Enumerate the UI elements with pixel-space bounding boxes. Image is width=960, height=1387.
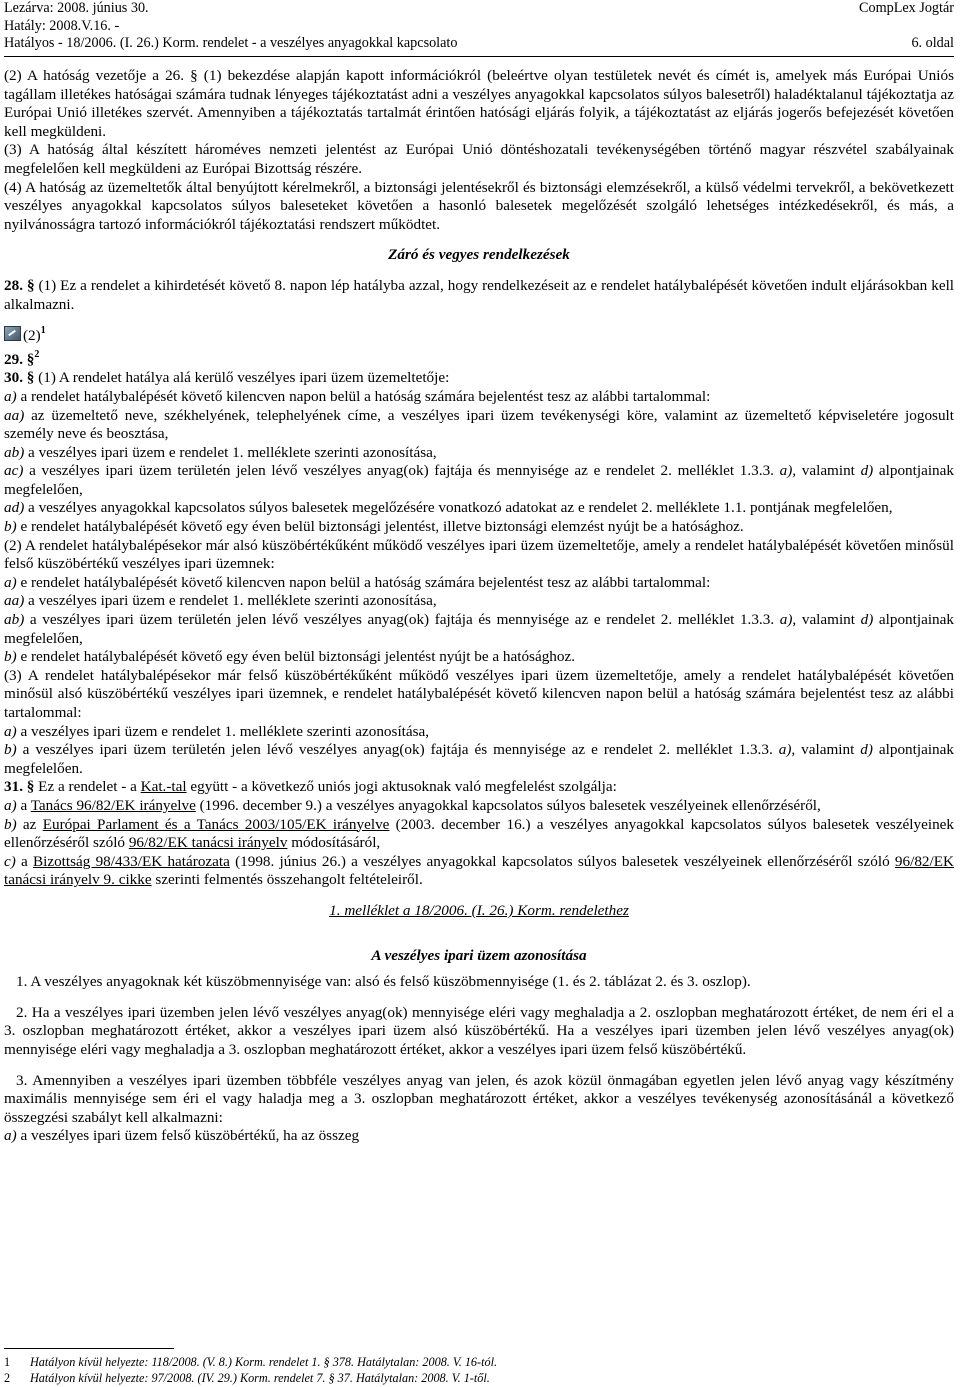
clause-label: c): [4, 852, 16, 870]
clause-text: a veszélyes ipari üzem felső küszöbértékű, ha az összeg: [16, 1127, 360, 1145]
directive-link[interactable]: 96/82/EK tanácsi irányelv 9. cikke: [4, 852, 954, 889]
validity-range: Hatály: 2008.V.16. -: [4, 17, 120, 34]
clause-text: az: [16, 815, 43, 833]
clause-text: valamint: [796, 611, 861, 629]
paragraph-30-2: (2) A rendelet hatálybalépésekor már alsó küszöbértékűként működő veszélyes ipari üzem üzemeltetője, amely a rendelet hatálybalépését követően minősül felső küszöbértékű veszélyes ipari üzemnek:: [4, 536, 954, 573]
annex-title[interactable]: 1. melléklet a 18/2006. (I. 26.) Korm. rendelethez: [329, 901, 629, 919]
clause-text: a veszélyes ipari üzem e rendelet 1. melléklete szerinti azonosítása,: [16, 722, 430, 740]
page-header: [4, 0, 954, 53]
footnote-divider: [4, 1348, 174, 1349]
footnotes: [4, 1354, 954, 1386]
clause-label: b): [4, 815, 17, 833]
clause-label: aa): [4, 406, 25, 424]
clause: [4, 462, 954, 499]
clause-text: a veszélyes ipari üzem területén jelen lévő veszélyes anyag(ok) fajtája és mennyisége az e rendelet 2. melléklet 1.3.3.: [16, 741, 779, 759]
clause-label: ad): [4, 499, 25, 517]
clause-ref: d): [860, 611, 874, 629]
footnote: [4, 1354, 954, 1370]
clause: [4, 853, 954, 890]
footnote-number: 1: [4, 1355, 11, 1369]
clause-ref: d): [860, 462, 874, 480]
clause: [4, 741, 954, 778]
footnote: [4, 1370, 954, 1386]
clause: [4, 1127, 954, 1146]
clause-label: a): [4, 722, 17, 740]
header-line-2: [4, 18, 954, 36]
footnote-number: 2: [4, 1371, 11, 1385]
clause-text: a veszélyes ipari üzem területén jelen lévő veszélyes anyag(ok) fajtája és mennyisége az e rendelet 2. melléklet 1.3.3.: [24, 611, 780, 629]
footnote-text: Hatályon kívül helyezte: 97/2008. (IV. 29.) Korm. rendelet 7. § 37. Hatálytalan: 2008. V. 1-től.: [30, 1371, 490, 1385]
clause-text: a: [15, 852, 33, 870]
directive-link[interactable]: Európai Parlament és a Tanács 2003/105/EK irányelve: [42, 815, 390, 833]
clause-label: ac): [4, 462, 24, 480]
clause: [4, 592, 954, 611]
section-number: 29. §: [4, 350, 35, 368]
clause-text: szerinti felmentés összehangolt feltételeiről.: [151, 871, 423, 889]
clause: [4, 388, 954, 407]
footnote-ref[interactable]: 1: [40, 325, 46, 337]
document-title: Hatályos - 18/2006. (I. 26.) Korm. rendelet - a veszélyes anyagokkal kapcsolato: [4, 35, 458, 51]
clause: [4, 648, 954, 667]
decision-link[interactable]: Bizottság 98/433/EK határozata: [33, 852, 230, 870]
header-line-1: [4, 0, 954, 18]
section-number: 28. §: [4, 276, 35, 294]
clause: [4, 407, 954, 444]
clause-label: aa): [4, 592, 25, 610]
clause: [4, 797, 954, 816]
clause-text: (2003. december 16.) a veszélyes anyagokkal kapcsolatos súlyos balesetek veszélyeinek ellenőrzéséről szóló: [4, 815, 954, 852]
clause: [4, 518, 954, 537]
clause-text: a rendelet hatálybalépését követő kilencven napon belül a hatóság számára bejelentést tesz az alábbi tartalommal:: [16, 387, 711, 405]
annex-point-2: 2. Ha a veszélyes ipari üzemben jelen lévő veszélyes anyag(ok) mennyisége eléri vagy meghaladja a 2. oszlopban meghatározott értéket, de nem éri el a 3. oszlopban meghatározott értéket, akkor a veszélyes ipari üzem alsó küszöbértékű. Ha a veszélyes ipari üzemben jelen lévő veszélyes anyag(ok) mennyisége eléri vagy meghaladja a 3. oszlopban meghatározott értéket, akkor a veszélyes ipari üzem felső küszöbértékű.: [4, 1003, 954, 1058]
clause-ref: d): [860, 741, 873, 759]
clause-text: a: [16, 796, 31, 814]
annex-point-1: 1. A veszélyes anyagoknak két küszöbmennyisége van: alsó és felső küszöbmennyisége (1. és 2. táblázat 2. és 3. oszlop).: [16, 973, 751, 991]
section-28-2: [4, 322, 954, 346]
section-heading: Záró és vegyes rendelkezések: [388, 246, 570, 264]
law-link[interactable]: Kat.-tal: [140, 778, 187, 796]
paragraph-label: (2): [23, 327, 41, 345]
clause-text: a veszélyes ipari üzem területén jelen lévő veszélyes anyag(ok) fajtája és mennyisége az e rendelet 2. melléklet 1.3.3.: [23, 462, 780, 480]
clause-text: módosításáról,: [287, 834, 381, 852]
clause-ref: a),: [778, 741, 796, 759]
clause-text: alpontjainak megfelelően,: [4, 462, 954, 498]
clause-ref: a),: [779, 462, 797, 480]
footnote-ref[interactable]: 2: [34, 348, 40, 360]
clause-label: a): [4, 796, 17, 814]
clause-text: alpontjainak megfelelően,: [4, 611, 954, 647]
directive-link[interactable]: Tanács 96/82/EK irányelve: [30, 796, 196, 814]
section-28: [4, 277, 954, 314]
clause: [4, 816, 954, 853]
clause-text: alpontjainak megfelelően.: [4, 741, 954, 777]
paragraph-27-4: (4) A hatóság az üzemeltetők által benyújtott kérelmekről, a biztonsági jelentésekről és biztonsági elemzésekről, a külső védelmi tervekről, a bekövetkezett veszélyes anyagokkal kapcsolatos súlyos baleseteket követően a hasonló balesetek megelőzését szolgáló lehetséges intézkedésekről, és más, a nyilvánosságra tartozó információkról tájékoztatási rendszert működtet.: [4, 178, 954, 233]
clause: [4, 444, 954, 463]
header-divider: [4, 56, 954, 57]
clause-label: a): [4, 1127, 17, 1145]
annex-title-row: [4, 902, 954, 921]
section-text: (1) Ez a rendelet a kihirdetését követő 8. napon lép hatályba azzal, hogy rendelkezéseit az e rendelet hatálybalépését követően indult eljárásokban kell alkalmazni.: [4, 276, 955, 313]
repealed-marker-icon[interactable]: [4, 326, 21, 341]
section-30: [4, 369, 954, 388]
clause-text: e rendelet hatálybalépését követő egy éven belül biztonsági jelentést nyújt be a hatósághoz.: [16, 648, 576, 666]
clause: [4, 723, 954, 742]
clause-text: valamint: [796, 462, 861, 480]
clause-text: e rendelet hatálybalépését követő egy éven belül biztonsági jelentést, illetve biztonsági elemzést nyújt be a hatósághoz.: [16, 518, 744, 536]
clause-label: b): [4, 648, 17, 666]
closing-date: Lezárva: 2008. június 30.: [4, 0, 149, 16]
clause-text: a veszélyes ipari üzem e rendelet 1. melléklete szerinti azonosítása,: [24, 443, 437, 461]
clause: [4, 611, 954, 648]
header-line-3: [4, 35, 954, 53]
publisher-name: CompLex Jogtár: [859, 0, 954, 16]
clause-label: a): [4, 387, 17, 405]
clause: [4, 574, 954, 593]
annex-heading: A veszélyes ipari üzem azonosítása: [371, 946, 587, 964]
section-text: együtt - a következő uniós jogi aktusoknak való megfelelést szolgálja:: [186, 778, 617, 796]
annex-point-3: 3. Amennyiben a veszélyes ipari üzemben többféle veszélyes anyag van jelen, és azok közül önmagában egyetlen jelen lévő anyag vagy készítmény maximális mennyisége sem éri el vagy haladja meg a 3. oszlopban meghatározott értéket, akkor a veszélyes tevékenység azonosításánál a következő összegzési szabályt kell alkalmazni:: [4, 1071, 954, 1126]
clause-label: ab): [4, 443, 25, 461]
footnote-text: Hatályon kívül helyezte: 118/2008. (V. 8.) Korm. rendelet 1. § 378. Hatálytalan: 2008. V. 16-tól.: [30, 1355, 498, 1369]
clause-label: ab): [4, 611, 25, 629]
clause-label: b): [4, 518, 17, 536]
clause-label: a): [4, 573, 17, 591]
clause-text: (1998. június 26.) a veszélyes anyagokkal kapcsolatos súlyos balesetek veszélyeinek ellenőrzéséről szóló: [229, 852, 895, 870]
section-text: (1) A rendelet hatálya alá kerülő veszélyes ipari üzem üzemeltetője:: [34, 369, 450, 387]
section-number: 30. §: [4, 369, 35, 387]
paragraph-27-3: (3) A hatóság által készített hároméves nemzeti jelentést az Európai Unió döntéshozatali tevékenységében történő magyar részvétel szabályainak megfelelően kell megküldeni az Európai Bizottság részére.: [4, 141, 954, 177]
clause-text: e rendelet hatálybalépését követő kilencven napon belül a hatóság számára bejelentést tesz az alábbi tartalommal:: [16, 573, 711, 591]
page-number: 6. oldal: [911, 35, 954, 51]
section-31: [4, 778, 954, 797]
clause-label: b): [4, 741, 17, 759]
clause-text: az üzemeltető neve, székhelyének, telephelyének címe, a veszélyes ipari üzem tevékenységi köre, valamint az üzemeltető képviseletére jogosult személy neve és beosztása,: [4, 406, 954, 443]
directive-link[interactable]: 96/82/EK tanácsi irányelv: [128, 834, 288, 852]
clause-text: (1996. december 9.) a veszélyes anyagokkal kapcsolatos súlyos balesetek veszélyeinek ellenőrzéséről,: [195, 796, 821, 814]
paragraph-27-2: (2) A hatóság vezetője a 26. § (1) bekezdése alapján kapott információkról (beleértve olyan testületek nevét és címét is, amelyek más Európai Uniós tagállam illetékes hatóságai számára tudnak lényeges tájékoztatást adni a veszélyes anyagokkal kapcsolatos súlyos balesetről) haladéktalanul tájékoztatja az Európai Unió illetékes szervét. Amennyiben a tájékoztatás tartalmát érintően hatósági eljárás folyik, a tájékoztatást az eljárás jogerős befejezését követően kell megküldeni.: [4, 67, 954, 140]
paragraph-30-3: (3) A rendelet hatálybalépésekor már felső küszöbértékűként működő veszélyes ipari üzem üzemeltetője, amely a rendelet hatálybalépését követően minősül alsó küszöbértékű veszélyes ipari üzemnek, e rendelet hatálybalépését követő kilencven napon belül a hatóság számára bejelentést tesz az alábbi tartalommal:: [4, 666, 954, 721]
section-29: [4, 346, 954, 370]
clause-text: a veszélyes anyagokkal kapcsolatos súlyos balesetek megelőzésére vonatkozó adatokat az e rendelet 2. melléklete 1.1. pontjának megfelelően,: [24, 499, 893, 517]
clause-text: valamint: [795, 741, 861, 759]
clause-ref: a),: [779, 611, 797, 629]
section-number: 31. §: [4, 778, 35, 796]
section-text: Ez a rendelet - a: [34, 778, 141, 796]
clause-text: a veszélyes ipari üzem e rendelet 1. melléklete szerinti azonosítása,: [24, 592, 437, 610]
document-body: [4, 67, 954, 1146]
clause: [4, 499, 954, 518]
